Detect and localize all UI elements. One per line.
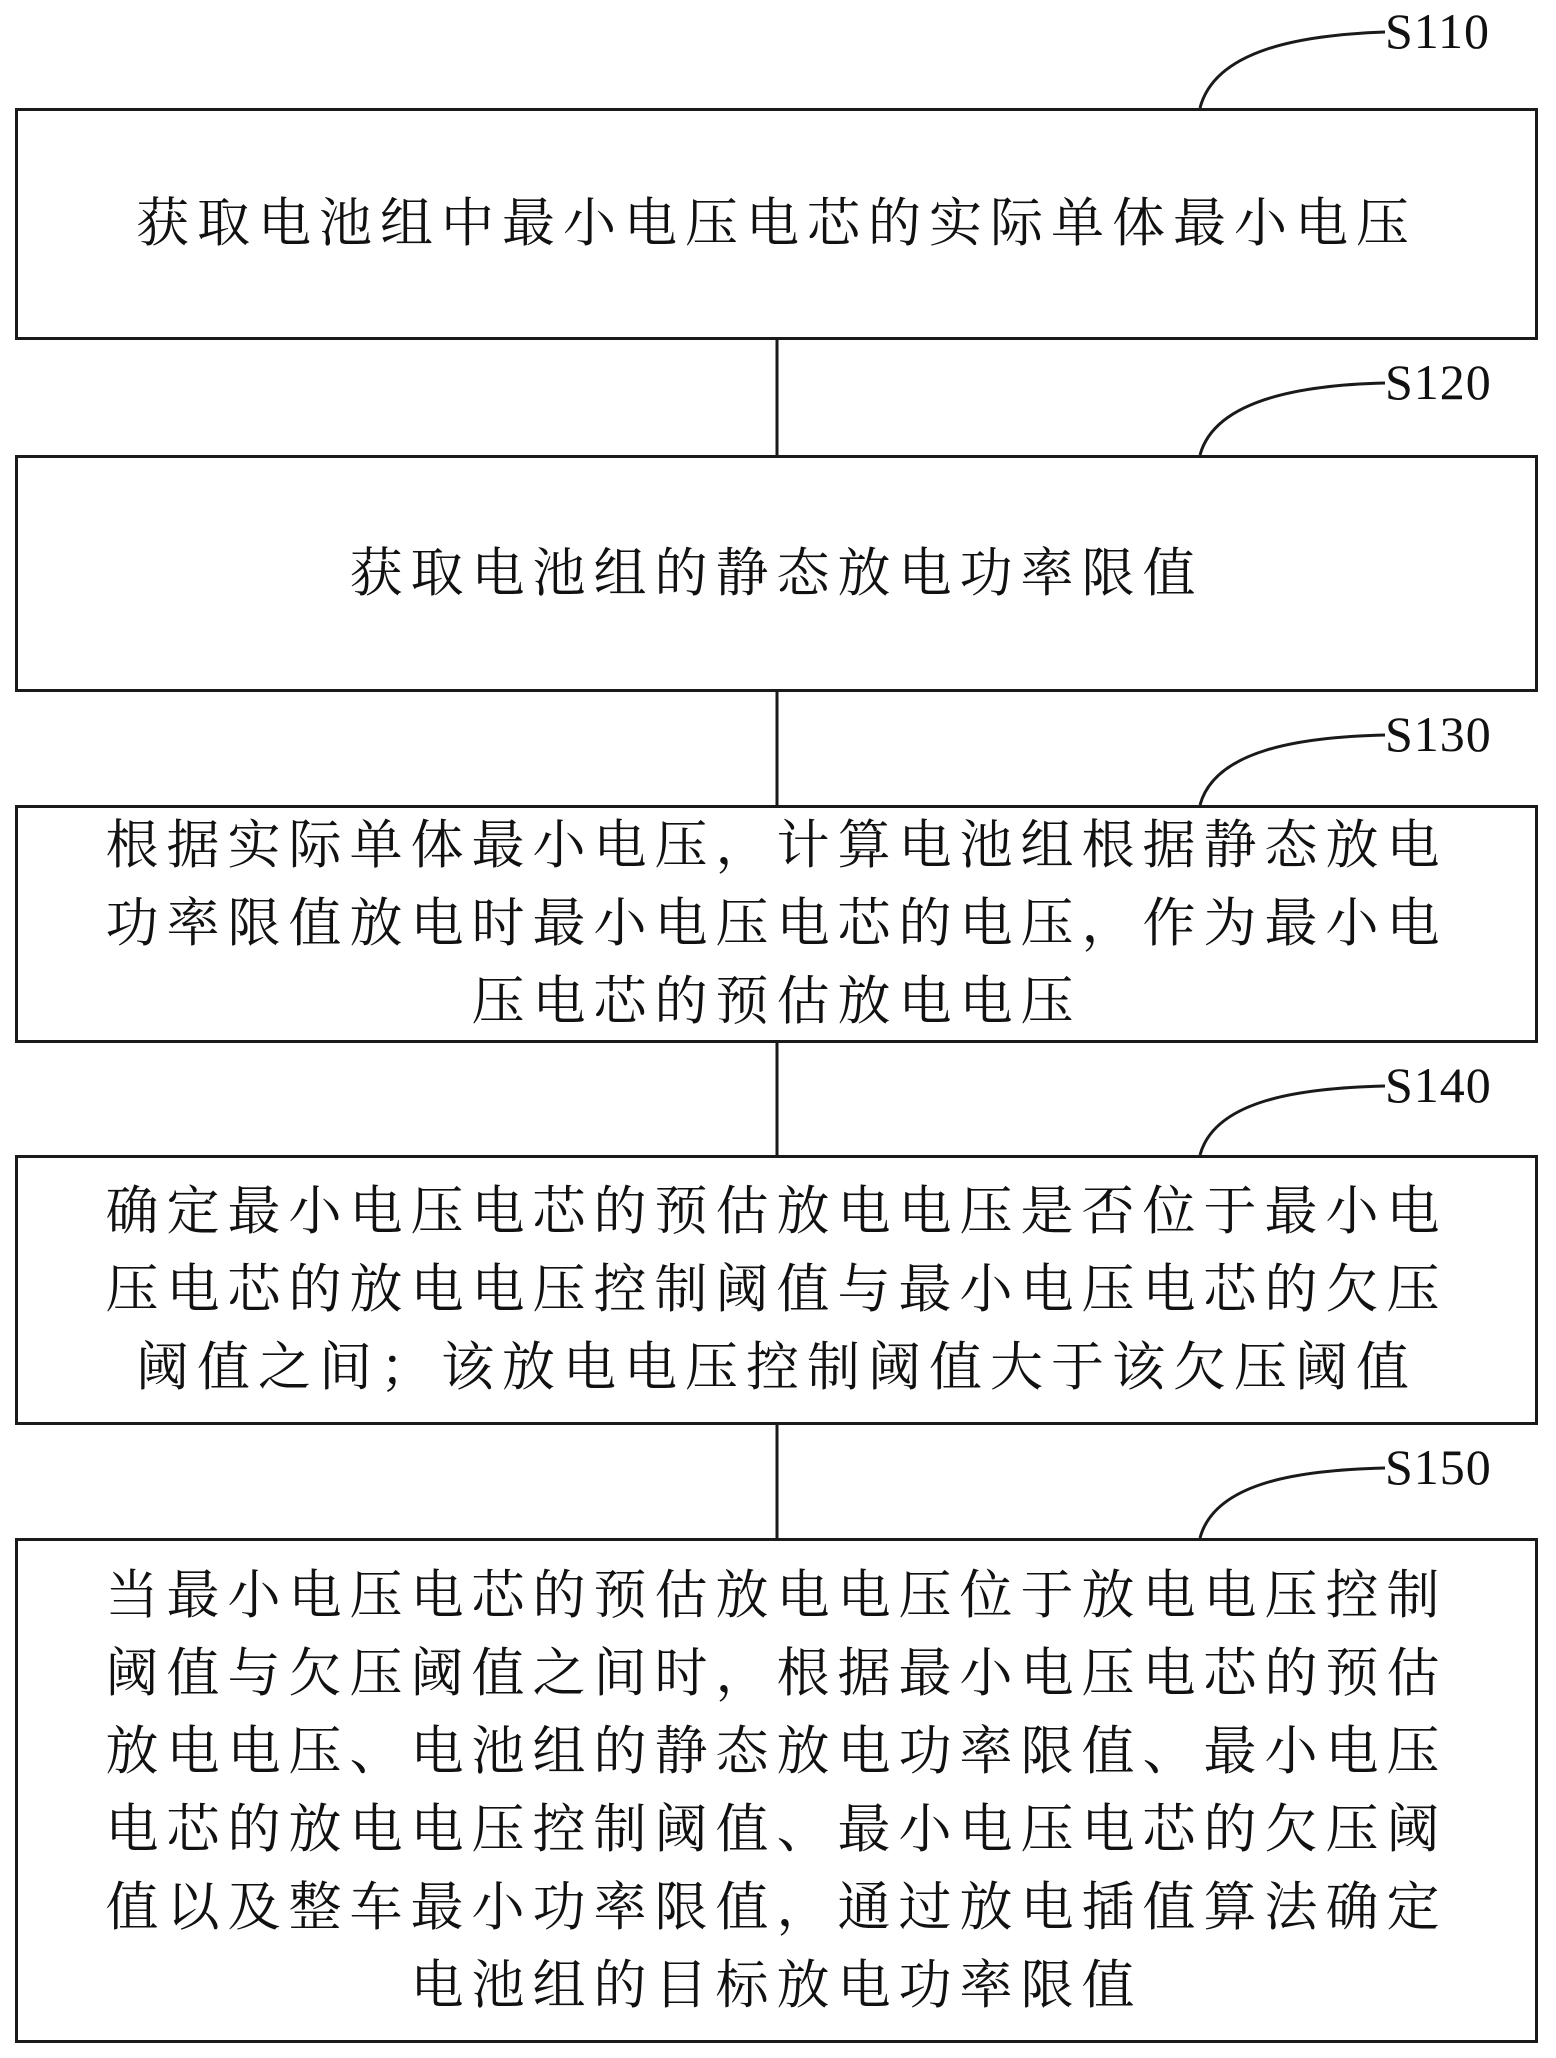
leader-s150 [1200, 1468, 1385, 1538]
step-text-s140: 确定最小电压电芯的预估放电电压是否位于最小电 压电芯的放电电压控制阈值与最小电压电芯的欠压 阈值之间；该放电电压控制阈值大于该欠压阈值 [105, 1181, 1448, 1398]
step-text-s150: 当最小电压电芯的预估放电电压位于放电电压控制 阈值与欠压阈值之间时，根据最小电压电芯的预估 放电电压、电池组的静态放电功率限值、最小电压 电芯的放电电压控制阈值、最小电压电芯的欠压阈 值以及整车最小功率限值，通过放电插值算法确定 电池组的目标放电功率限值 [105, 1564, 1448, 2016]
leader-s130 [1200, 735, 1385, 805]
step-text-s130: 根据实际单体最小电压，计算电池组根据静态放电 功率限值放电时最小电压电芯的电压，作为最小电 压电芯的预估放电电压 [105, 815, 1448, 1032]
step-label-s120: S120 [1385, 354, 1492, 410]
leader-s140 [1200, 1086, 1385, 1155]
step-label-s130: S130 [1385, 706, 1492, 762]
step-text-s120: 获取电池组的静态放电功率限值 [349, 542, 1204, 604]
leader-s120 [1200, 383, 1385, 455]
leader-s110 [1200, 32, 1385, 108]
step-box-s130 [15, 805, 1538, 1043]
step-box-s140 [15, 1155, 1538, 1425]
step-box-s110 [15, 108, 1538, 340]
step-box-s150 [15, 1538, 1538, 2043]
step-label-s150: S150 [1385, 1439, 1492, 1495]
step-box-s120 [15, 455, 1538, 692]
step-label-s110: S110 [1385, 3, 1490, 59]
step-text-s110: 获取电池组中最小电压电芯的实际单体最小电压 [136, 193, 1417, 254]
step-label-s140: S140 [1385, 1057, 1492, 1113]
